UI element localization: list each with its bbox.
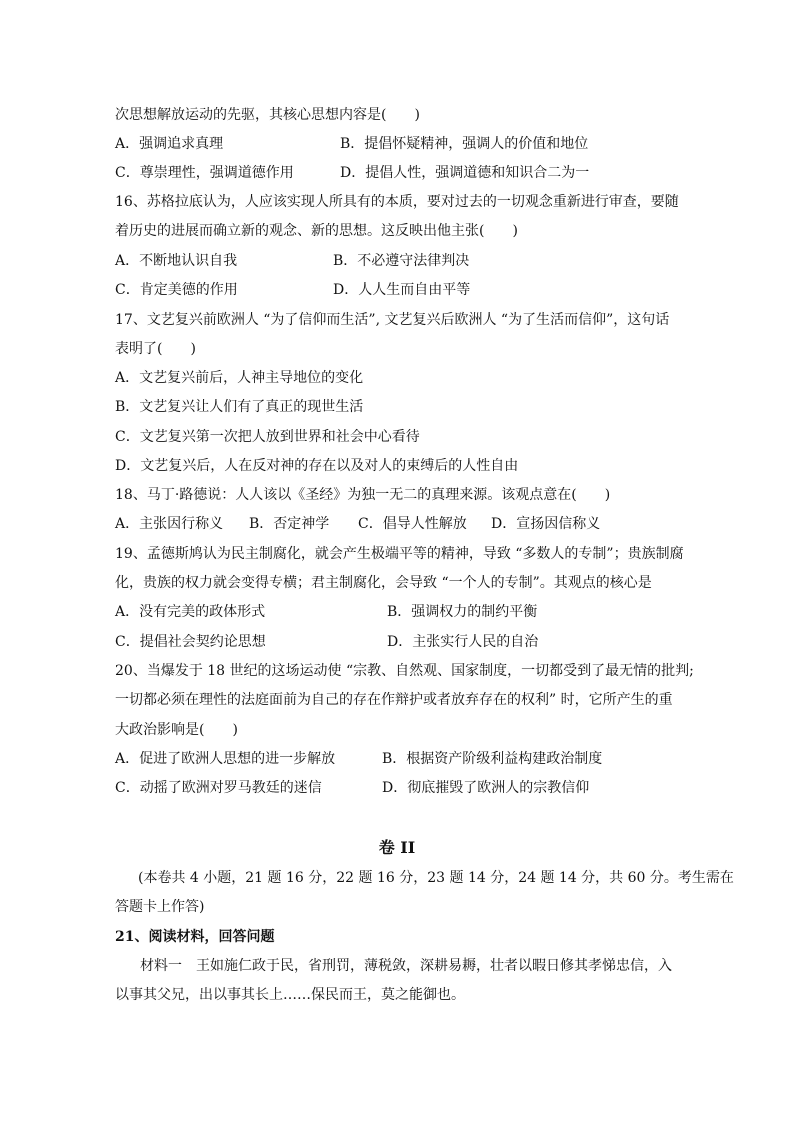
q19-stem: 19、孟德斯鸠认为民主制腐化，就会产生极端平等的精神，导致 “多数人的专制”；贵族制腐	[115, 546, 684, 562]
q19-stem-cont: 化，贵族的权力就会变得专横；君主制腐化，会导致 “一个人的专制”。其观点的核心是	[115, 575, 652, 591]
section-note-cont: 答题卡上作答)	[115, 899, 205, 915]
q17-option-c: C．文艺复兴第一次把人放到世界和社会中心看待	[115, 429, 420, 445]
q15-option-b: B．提倡怀疑精神，强调人的价值和地位	[340, 136, 589, 152]
q19-option-d: D．主张实行人民的自治	[387, 634, 539, 650]
q20-stem-cont2: 大政治影响是( )	[115, 722, 238, 738]
q20-option-a: A．促进了欧洲人思想的进一步解放	[115, 751, 336, 767]
q20-option-b: B．根据资产阶级利益构建政治制度	[382, 751, 603, 767]
q19-option-b: B．强调权力的制约平衡	[387, 604, 538, 620]
q15-option-a: A．强调追求真理	[115, 136, 224, 152]
q20-stem-cont: 一切都必须在理性的法庭面前为自己的存在作辩护或者放弃存在的权利” 时，它所产生的重	[115, 692, 673, 708]
q19-option-c: C．提倡社会契约论思想	[115, 634, 266, 650]
q20-option-d: D．彻底摧毁了欧洲人的宗教信仰	[382, 780, 590, 796]
q16-option-c: C．肯定美德的作用	[115, 282, 238, 298]
text-line: 次思想解放运动的先驱，其核心思想内容是( )	[115, 107, 420, 123]
q18-stem: 18、马丁·路德说：人人该以《圣经》为独一无二的真理来源。该观点意在( )	[115, 487, 611, 503]
q21-stem: 21、阅读材料，回答问题	[115, 929, 275, 945]
q17-stem: 17、文艺复兴前欧洲人 “为了信仰而生活”, 文艺复兴后欧洲人 “为了生活而信仰”，这句话	[115, 312, 670, 328]
q19-option-a: A．没有完美的政体形式	[115, 604, 266, 620]
q16-option-d: D．人人生而自由平等	[333, 282, 471, 298]
material-one-cont: 以事其父兄，出以事其长上……保民而王，莫之能御也。	[115, 987, 465, 1003]
q18-option-c: C．倡导人性解放	[358, 516, 467, 532]
q16-option-a: A．不断地认识自我	[115, 253, 238, 269]
q15-option-c: C．尊崇理性，强调道德作用	[115, 165, 294, 181]
q17-stem-cont: 表明了( )	[115, 341, 196, 357]
material-one: 材料一 王如施仁政于民，省刑罚，薄税敛，深耕易耨，壮者以暇日修其孝悌忠信，入	[140, 958, 672, 974]
q20-option-c: C．动摇了欧洲对罗马教廷的迷信	[115, 780, 322, 796]
q18-option-b: B．否定神学	[249, 516, 330, 532]
q15-option-d: D．提倡人性，强调道德和知识合二为一	[340, 165, 590, 181]
q17-option-b: B．文艺复兴让人们有了真正的现世生活	[115, 399, 364, 415]
section-note: (本卷共 4 小题，21 题 16 分，22 题 16 分，23 题 14 分，24 题 14 分，共 60 分。考生需在	[138, 870, 734, 886]
section-title: 卷 II	[378, 838, 416, 857]
q18-option-d: D．宣扬因信称义	[491, 516, 601, 532]
q16-stem: 16、苏格拉底认为，人应该实现人所具有的本质，要对过去的一切观念重新进行审查，要随	[115, 194, 679, 210]
q18-option-a: A．主张因行称义	[115, 516, 224, 532]
q17-option-a: A．文艺复兴前后，人神主导地位的变化	[115, 370, 364, 386]
q16-stem-cont: 着历史的进展而确立新的观念、新的思想。这反映出他主张( )	[115, 223, 518, 239]
q20-stem: 20、当爆发于 18 世纪的这场运动使 “宗教、自然观、国家制度，一切都受到了最无情的批判;	[115, 663, 694, 679]
q17-option-d: D．文艺复兴后，人在反对神的存在以及对人的束缚后的人性自由	[115, 458, 519, 474]
q16-option-b: B．不必遵守法律判决	[333, 253, 470, 269]
